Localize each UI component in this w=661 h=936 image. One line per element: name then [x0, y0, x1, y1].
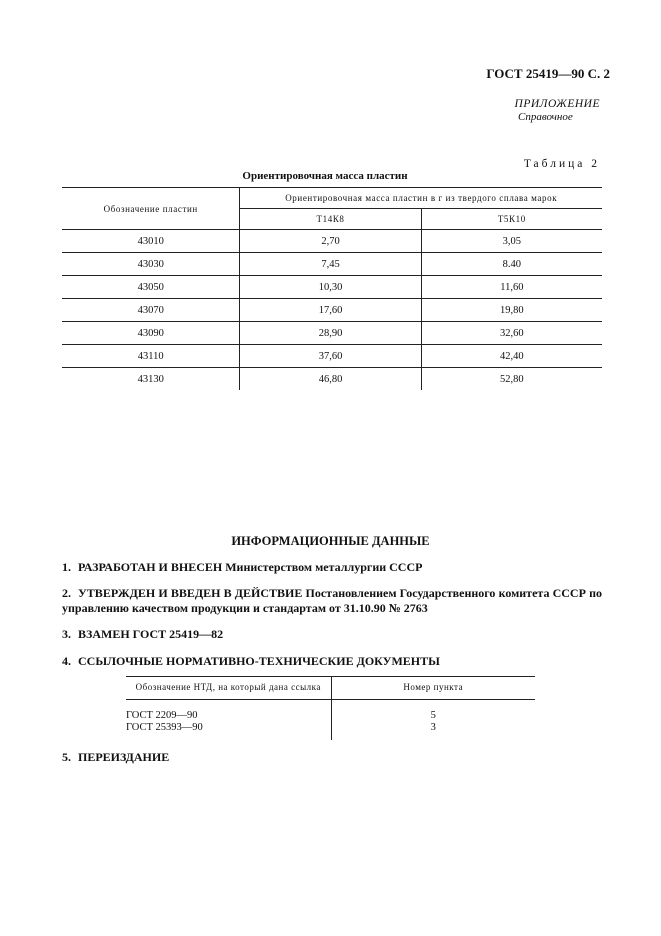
appendix-subtitle: Справочное — [518, 111, 573, 123]
item-number: 2. — [62, 586, 71, 600]
cell-point: 3 — [430, 722, 436, 733]
appendix-title: ПРИЛОЖЕНИЕ — [514, 98, 600, 110]
cell-ntd: ГОСТ 2209—90 — [126, 710, 331, 722]
item-text: ВЗАМЕН ГОСТ 25419—82 — [78, 627, 224, 641]
cell-mass-t14k8: 17,60 — [240, 299, 421, 322]
info-item-replaces — [62, 627, 602, 642]
item-number: 4. — [62, 654, 71, 668]
info-section-title: ИНФОРМАЦИОННЫЕ ДАННЫЕ — [231, 534, 430, 548]
table-row — [126, 710, 535, 722]
item-text: ПЕРЕИЗДАНИЕ — [78, 750, 170, 764]
cell-point: 5 — [430, 710, 436, 721]
table-number: Таблица 2 — [523, 158, 600, 170]
header-alloy-t14k8: Т14К8 — [240, 209, 421, 230]
header-point-number: Номер пункта — [331, 677, 535, 700]
info-item-reissue — [62, 750, 602, 765]
info-item-references — [62, 654, 602, 669]
table-row — [62, 322, 602, 345]
cell-mass-t5k10: 11,60 — [421, 276, 602, 299]
header-mass-group: Ориентировочная масса пластин в г из твердого сплава марок — [240, 188, 602, 209]
cell-designation: 43050 — [62, 276, 240, 299]
item-text: ССЫЛОЧНЫЕ НОРМАТИВНО-ТЕХНИЧЕСКИЕ ДОКУМЕНТЫ — [78, 654, 440, 668]
cell-designation: 43010 — [62, 230, 240, 253]
cell-mass-t5k10: 19,80 — [421, 299, 602, 322]
table-row — [62, 253, 602, 276]
table-row — [62, 299, 602, 322]
table-row — [62, 368, 602, 391]
cell-mass-t14k8: 37,60 — [240, 345, 421, 368]
cell-mass-t14k8: 2,70 — [240, 230, 421, 253]
cell-mass-t14k8: 28,90 — [240, 322, 421, 345]
item-number: 5. — [62, 750, 71, 764]
document-code: ГОСТ 25419—90 С. 2 — [486, 66, 610, 81]
cell-designation: 43070 — [62, 299, 240, 322]
cell-mass-t14k8: 7,45 — [240, 253, 421, 276]
cell-mass-t14k8: 10,30 — [240, 276, 421, 299]
cell-designation: 43090 — [62, 322, 240, 345]
cell-designation: 43130 — [62, 368, 240, 391]
cell-ntd: ГОСТ 25393—90 — [126, 722, 331, 740]
table-row — [62, 276, 602, 299]
plate-mass-table — [62, 187, 602, 390]
info-item-developed — [62, 560, 602, 575]
item-number: 1. — [62, 560, 71, 574]
table-row — [126, 722, 535, 740]
cell-designation: 43030 — [62, 253, 240, 276]
info-item-approved — [62, 586, 602, 616]
table-row — [62, 345, 602, 368]
header-alloy-t5k10: Т5К10 — [421, 209, 602, 230]
table-row — [62, 230, 602, 253]
cell-mass-t5k10: 52,80 — [500, 373, 524, 385]
item-number: 3. — [62, 627, 71, 641]
cell-mass-t5k10: 32,60 — [421, 322, 602, 345]
cell-mass-t14k8: 46,80 — [240, 368, 421, 391]
cell-mass-t5k10: 42,40 — [421, 345, 602, 368]
references-table — [126, 676, 535, 740]
header-ntd-designation: Обозначение НТД, на который дана ссылка — [126, 677, 331, 700]
cell-mass-t5k10: 3,05 — [421, 230, 602, 253]
table-caption: Ориентировочная масса пластин — [242, 170, 408, 182]
header-designation: Обозначение пластин — [62, 188, 240, 230]
item-text: РАЗРАБОТАН И ВНЕСЕН Министерством металлургии СССР — [78, 560, 423, 574]
item-text: УТВЕРЖДЕН И ВВЕДЕН В ДЕЙСТВИЕ Постановлением Государственного комитета СССР по управлению качеством продукции и стандартам от 31.10.90 № 2763 — [62, 586, 602, 615]
cell-designation: 43110 — [62, 345, 240, 368]
cell-mass-t5k10: 8.40 — [421, 253, 602, 276]
